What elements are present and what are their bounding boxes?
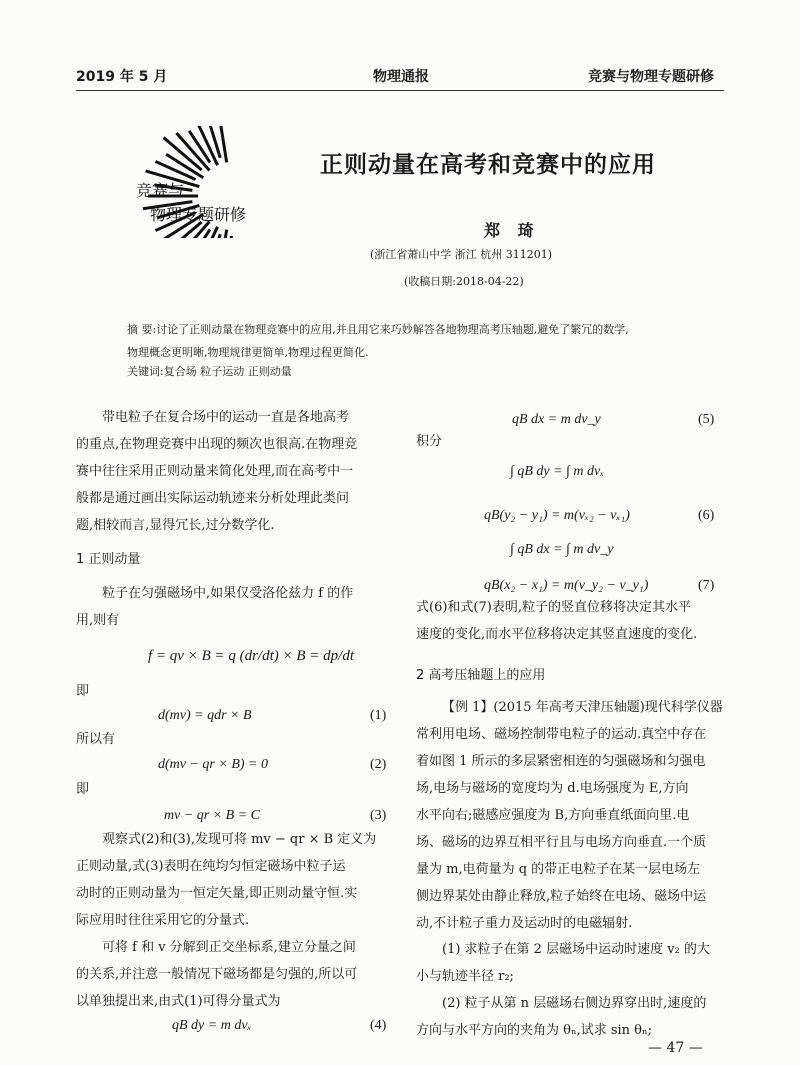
section-heading-1: 1 正则动量: [76, 552, 141, 567]
equation-number: (4): [370, 1018, 387, 1033]
equation-4: qB dy = m dvₓ: [172, 1018, 252, 1033]
abstract-line: 摘 要:讨论了正则动量在物理竞赛中的应用,并且用它来巧妙解答各地物理高考压轴题,避免了繁冗的数学,: [127, 323, 629, 336]
text-line: 的关系,并注意一般情况下磁场都是匀强的,所以可: [76, 967, 358, 982]
question-2: [416, 990, 736, 1044]
logo-ray: [231, 236, 232, 238]
text-line: 观察式(2)和(3),发现可将 mv − qr × B 定义为: [102, 832, 377, 847]
left-column: [76, 404, 396, 539]
equation-number: (1): [370, 708, 387, 723]
text-line: 式(6)和式(7)表明,粒子的竖直位移将决定其水平: [416, 600, 691, 615]
text-line: 场、磁场的边界互相平行且与电场方向垂直.一个质: [416, 835, 707, 850]
text-line: 侧边界某处由静止释放,粒子始终在电场、磁场中运: [416, 889, 707, 904]
text-line: 用,则有: [76, 613, 120, 628]
text-ji: 即: [76, 684, 90, 699]
equation-5: qB dx = m dv_y: [512, 412, 601, 427]
page-number: — 47 —: [648, 1040, 703, 1056]
text-line: 动时的正则动量为一恒定矢量,即正则动量守恒.实: [76, 886, 358, 901]
article-title: 正则动量在高考和竞赛中的应用: [320, 152, 656, 178]
equation-number: (2): [370, 757, 387, 772]
paragraph-1: [76, 580, 396, 634]
equation-force: f = qv × B = q (dr/dt) × B = dp/dt: [148, 648, 355, 664]
header-rule: [76, 90, 724, 91]
text-line: 赛中往往采用正则动量来简化处理,而在高考中一: [76, 464, 354, 479]
equation-7: qB(x₂ − x₁) = m(v_y₂ − v_y₁): [484, 578, 649, 593]
paragraph-right-1: [416, 594, 736, 648]
question-1: [416, 936, 736, 990]
text-jifen: 积分: [416, 434, 443, 449]
equation-number: (7): [698, 578, 715, 593]
text-line: 场,电场与磁场的宽度均为 d.电场强度为 E,方向: [416, 781, 689, 796]
text-line: 常利用电场、磁场控制带电粒子的运动.真空中存在: [416, 727, 707, 742]
abstract-line: 物理概念更明晰,物理规律更简单,物理过程更简化.: [127, 346, 369, 359]
equation-number: (5): [698, 412, 715, 427]
paragraph-3: [76, 934, 396, 1015]
equation-number: (3): [370, 808, 387, 823]
text-line: 粒子在匀强磁场中,如果仅受洛伦兹力 f 的作: [102, 586, 354, 601]
text-line: 动,不计粒子重力及运动时的电磁辐射.: [416, 916, 633, 931]
text-line: 以单独提出来,由式(1)可得分量式为: [76, 994, 281, 1009]
integral-1: ∫ qB dy = ∫ m dvₓ: [510, 464, 605, 479]
logo-line1: 竞赛与: [136, 181, 185, 200]
logo-line2: 物理专题研修: [150, 205, 247, 224]
text-line: 量为 m,电荷量为 q 的带正电粒子在某一层电场左: [416, 862, 701, 877]
example-1: [416, 694, 736, 937]
text-line: 题,相较而言,显得冗长,过分数学化.: [76, 518, 275, 533]
text-line: 际应用时往往采用它的分量式.: [76, 913, 250, 928]
text-line: 水平向右;磁感应强度为 B,方向垂直纸面向里.电: [416, 808, 690, 823]
text-suoyi: 所以有: [76, 732, 116, 747]
text-line: 速度的变化,而水平位移将决定其竖直速度的变化.: [416, 627, 698, 642]
paragraph-2: [76, 826, 396, 934]
text-line: (1) 求粒子在第 2 层磁场中运动时速度 v₂ 的大: [442, 942, 710, 957]
text-line: 方向与水平方向的夹角为 θₙ,试求 sin θₙ;: [416, 1023, 653, 1038]
header-journal: 物理通报: [373, 69, 429, 85]
equation-3: mv − qr × B = C: [164, 808, 261, 823]
keywords: 关键词:复合场 粒子运动 正则动量: [127, 365, 292, 378]
text-line: 小与轨迹半径 r₂;: [416, 969, 514, 984]
received-date: (收稿日期:2018-04-22): [404, 275, 524, 288]
header-date: 2019 年 5 月: [76, 69, 168, 85]
text-line: 的重点,在物理竞赛中出现的频次也很高.在物理竞: [76, 437, 358, 452]
text-ji: 即: [76, 782, 90, 797]
text-line: 正则动量,式(3)表明在纯均匀恒定磁场中粒子运: [76, 859, 346, 874]
text-line: (2) 粒子从第 n 层磁场右侧边界穿出时,速度的: [442, 996, 707, 1011]
author: 郑 琦: [484, 221, 540, 240]
equation-6: qB(y₂ − y₁) = m(vₓ₂ − vₓ₁): [484, 508, 630, 523]
abstract: [127, 318, 717, 364]
column-logo: [82, 126, 278, 238]
integral-2: ∫ qB dx = ∫ m dv_y: [510, 542, 614, 557]
text-line: 可将 f 和 v 分解到正交坐标系,建立分量之间: [102, 940, 356, 955]
text-line: 带电粒子在复合场中的运动一直是各地高考: [102, 410, 350, 425]
text-line: 般都是通过画出实际运动轨迹来分析处理此类问: [76, 491, 350, 506]
section-heading-2: 2 高考压轴题上的应用: [416, 668, 546, 683]
intro-paragraph: [76, 404, 396, 539]
equation-2: d(mv − qr × B) = 0: [158, 757, 268, 772]
header-column: 竞赛与物理专题研修: [588, 69, 714, 85]
equation-number: (6): [698, 508, 715, 523]
equation-1: d(mv) = qdr × B: [158, 708, 252, 723]
text-line: 【例 1】(2015 年高考天津压轴题)现代科学仪器: [442, 700, 723, 715]
logo-ray: [207, 126, 220, 158]
text-line: 着如图 1 所示的多层紧密相连的匀强磁场和匀强电: [416, 754, 706, 769]
affiliation: (浙江省萧山中学 浙江 杭州 311201): [370, 248, 553, 261]
